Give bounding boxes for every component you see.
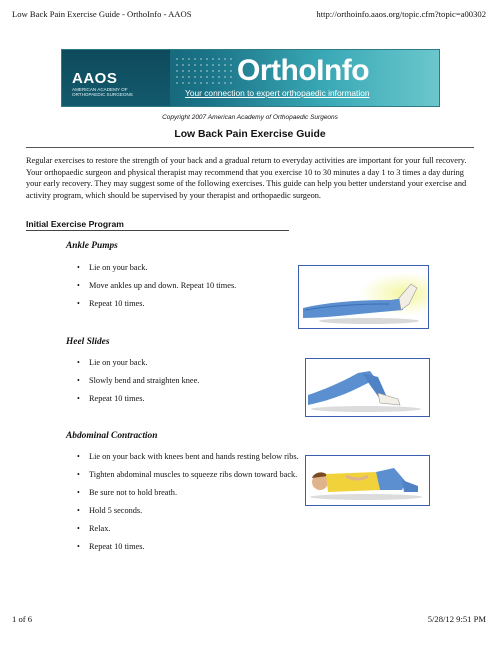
- copyright-notice: Copyright 2007 American Academy of Orthopaedic Surgeons: [162, 114, 338, 121]
- banner-dot-pattern: [174, 56, 234, 84]
- list-item: • Lie on your back with knees bent and hands resting below ribs.: [89, 451, 304, 462]
- list-item: • Tighten abdominal muscles to squeeze ribs down toward back.: [89, 469, 304, 480]
- exercise-title-ankle-pumps: Ankle Pumps: [66, 241, 118, 251]
- abdominal-contraction-illustration: [305, 455, 430, 506]
- banner-tagline-link[interactable]: Your connection to expert orthopaedic information: [185, 88, 370, 98]
- orthoinfo-banner[interactable]: [61, 49, 440, 107]
- list-item: • Repeat 10 times.: [89, 393, 304, 404]
- list-item: • Lie on your back.: [89, 357, 304, 368]
- exercise-title-heel-slides: Heel Slides: [66, 337, 110, 347]
- list-item: • Repeat 10 times.: [89, 541, 304, 552]
- exercise-title-abdominal-contraction: Abdominal Contraction: [66, 431, 158, 441]
- title-divider: [26, 147, 474, 148]
- aaos-logo-subtext: AMERICAN ACADEMY OF ORTHOPAEDIC SURGEONS: [72, 87, 133, 98]
- list-item: • Move ankles up and down. Repeat 10 times.: [89, 280, 304, 291]
- list-item: • Relax.: [89, 523, 304, 534]
- page-title: Low Back Pain Exercise Guide: [174, 129, 326, 140]
- list-item: • Lie on your back.: [89, 262, 304, 273]
- banner-title: OrthoInfo: [237, 54, 370, 87]
- intro-paragraph: Regular exercises to restore the strength of your back and a gradual return to everyday activities are important for your full recovery. Your orthopaedic surgeon and physical therapist may recommend that you exercise 10 to 30 minutes a day 1 to 3 times a day during your early recovery. They may suggest some of the following exercises. This guide can help you better understand your exercise and activity program, which should be supervised by your therapist and orthopaedic surgeon.: [26, 156, 467, 200]
- list-item: • Be sure not to hold breath.: [89, 487, 304, 498]
- list-item: • Hold 5 seconds.: [89, 505, 304, 516]
- print-header-url: http://orthoinfo.aaos.org/topic.cfm?topic=a00302: [316, 9, 486, 19]
- exercise-steps-abdominal-contraction: [89, 451, 304, 559]
- section-divider: [26, 230, 289, 231]
- aaos-logo-text: AAOS: [72, 70, 118, 87]
- exercise-steps-heel-slides: [89, 357, 304, 411]
- ankle-pumps-illustration: [298, 265, 429, 329]
- aaos-logo: [62, 50, 170, 106]
- list-item: • Slowly bend and straighten knee.: [89, 375, 304, 386]
- list-item: • Repeat 10 times.: [89, 298, 304, 309]
- print-header-title: Low Back Pain Exercise Guide - OrthoInfo - AAOS: [12, 9, 192, 19]
- heel-slides-illustration: [305, 358, 430, 417]
- print-timestamp: 5/28/12 9:51 PM: [427, 614, 486, 624]
- page-number: 1 of 6: [12, 614, 33, 624]
- exercise-steps-ankle-pumps: [89, 262, 304, 316]
- section-heading: Initial Exercise Program: [26, 219, 124, 229]
